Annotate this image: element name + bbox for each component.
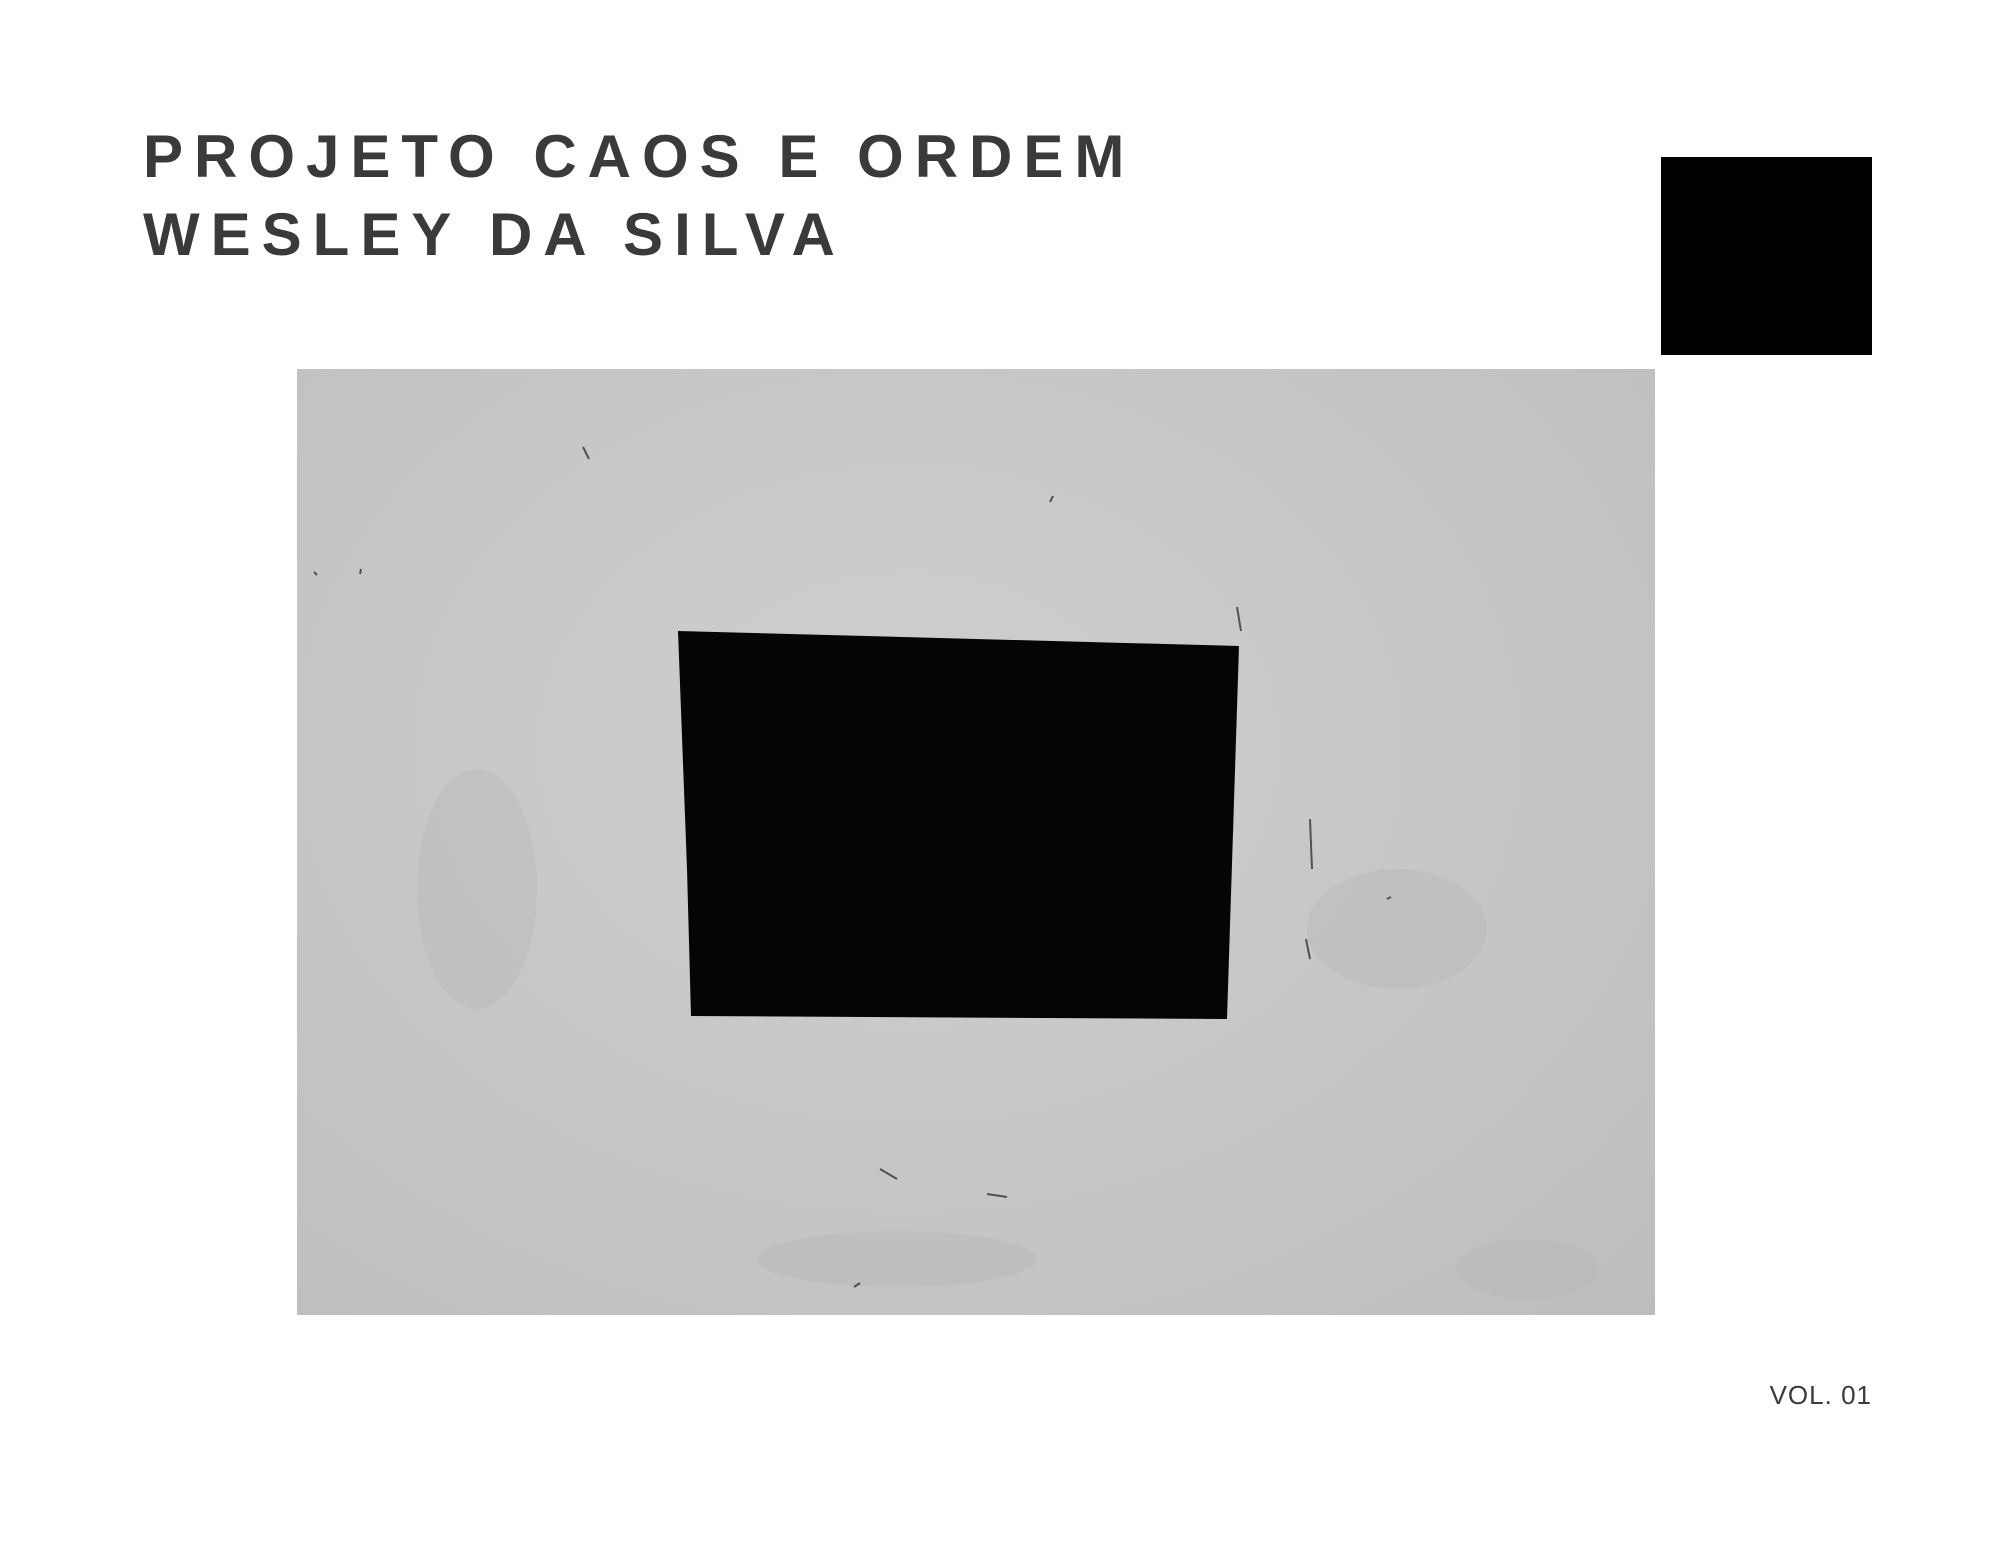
black-rectangle-painting [678, 631, 1239, 1019]
cover-title [143, 118, 1135, 274]
black-square-decoration [1661, 157, 1872, 355]
title-author-name: WESLEY DA SILVA [143, 201, 846, 268]
artwork-drawing [297, 369, 1655, 1315]
title-project-name: PROJETO CAOS E ORDEM [143, 123, 1136, 190]
volume-label: VOL. 01 [1769, 1380, 1872, 1410]
artwork-photo [297, 369, 1655, 1315]
